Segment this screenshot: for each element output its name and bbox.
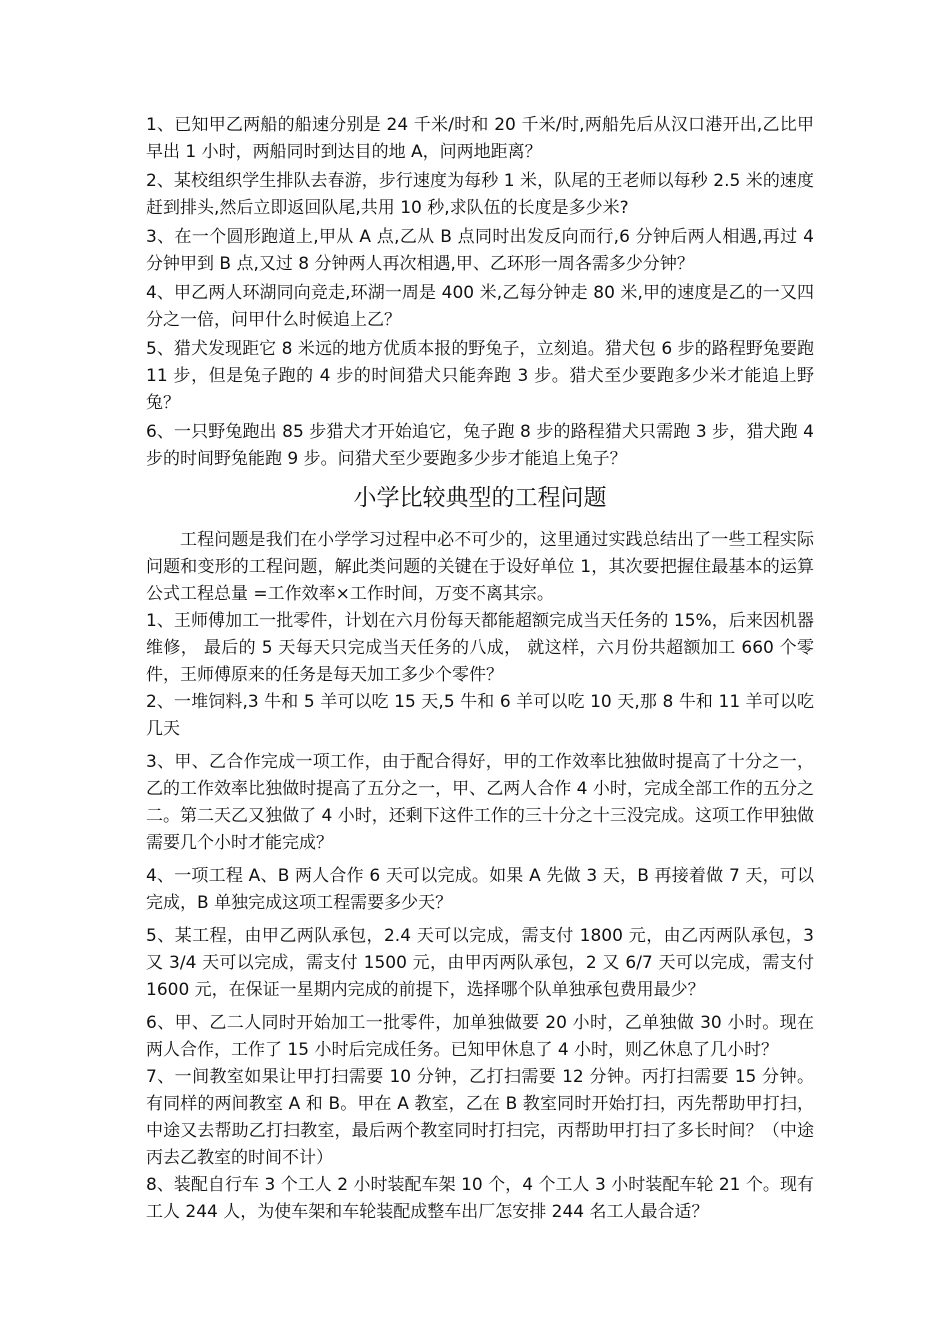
problem-item: 3、甲、乙合作完成一项工作，由于配合得好，甲的工作效率比独做时提高了十分之一，乙的工作效率比独做时提高了五分之一，甲、乙两人合作 4 小时，完成全部工作的五分之二。第二天乙又独做了 4 小时，还剩下这件工作的三十分之十三没完成。这项工作甲独做需要几个小时才能完成？ xyxy=(146,752,814,853)
section-intro: 工程问题是我们在小学学习过程中必不可少的，这里通过实践总结出了一些工程实际问题和变形的工程问题，解此类问题的关键在于设好单位 1，其次要把握住最基本的运算公式工程总量 =工作效率×工作时间，万变不离其宗。 xyxy=(146,530,814,604)
problem-item: 3、在一个圆形跑道上,甲从 A 点,乙从 B 点同时出发反向而行,6 分钟后两人相遇,再过 4 分钟甲到 B 点,又过 8 分钟两人再次相遇,甲、乙环形一周各需多少分钟？ xyxy=(146,227,814,274)
problem-item: 1、已知甲乙两船的船速分别是 24 千米/时和 20 千米/时,两船先后从汉口港开出,乙比甲早出 1 小时，两船同时到达目的地 A，问两地距离？ xyxy=(146,115,814,162)
problem-item: 8、装配自行车 3 个工人 2 小时装配车架 10 个，4 个工人 3 小时装配车轮 21 个。现有工人 244 人，为使车架和车轮装配成整车出厂怎安排 244 名工人最合适？ xyxy=(146,1175,814,1222)
problem-item: 4、一项工程 A、B 两人合作 6 天可以完成。如果 A 先做 3 天，B 再接着做 7 天，可以完成，B 单独完成这项工程需要多少天？ xyxy=(146,866,814,913)
travel-problems-section xyxy=(146,112,814,473)
problem-item: 4、甲乙两人环湖同向竞走,环湖一周是 400 米,乙每分钟走 80 米,甲的速度是乙的一又四分之一倍，问甲什么时候追上乙？ xyxy=(146,283,814,330)
problem-item: 6、甲、乙二人同时开始加工一批零件，加单独做要 20 小时，乙单独做 30 小时。现在两人合作，工作了 15 小时后完成任务。已知甲休息了 4 小时，则乙休息了几小时？ xyxy=(146,1013,814,1060)
problem-item: 5、猎犬发现距它 8 米远的地方优质本报的野兔子，立刻追。猎犬包 6 步的路程野兔要跑 11 步，但是兔子跑的 4 步的时间猎犬只能奔跑 3 步。猎犬至少要跑多少米才能追上野兔？ xyxy=(146,339,814,413)
problem-item: 2、某校组织学生排队去春游，步行速度为每秒 1 米，队尾的王老师以每秒 2.5 米的速度赶到排头,然后立即返回队尾,共用 10 秒,求队伍的长度是多少米? xyxy=(146,171,814,218)
problem-item: 7、一间教室如果让甲打扫需要 10 分钟，乙打扫需要 12 分钟。丙打扫需要 15 分钟。有同样的两间教室 A 和 B。甲在 A 教室，乙在 B 教室同时开始打扫，丙先帮助甲打扫，中途又去帮助乙打扫教室，最后两个教室同时打扫完，丙帮助甲打扫了多长时间？（中途丙去乙教室的时间不计） xyxy=(146,1067,814,1168)
document-page xyxy=(146,112,814,1226)
section-title: 小学比较典型的工程问题 xyxy=(353,485,607,511)
problem-item: 2、一堆饲料,3 牛和 5 羊可以吃 15 天,5 牛和 6 羊可以吃 10 天,那 8 牛和 11 羊可以吃几天 xyxy=(146,692,814,739)
engineering-problems-section xyxy=(146,481,814,1226)
problem-item: 6、一只野兔跑出 85 步猎犬才开始追它，兔子跑 8 步的路程猎犬只需跑 3 步，猎犬跑 4 步的时间野兔能跑 9 步。问猎犬至少要跑多少步才能追上兔子？ xyxy=(146,422,814,469)
problem-item: 1、王师傅加工一批零件，计划在六月份每天都能超额完成当天任务的 15%，后来因机器维修， 最后的 5 天每天只完成当天任务的八成， 就这样，六月份共超额加工 660 个零件，王师傅原来的任务是每天加工多少个零件？ xyxy=(146,611,814,685)
problem-item: 5、某工程，由甲乙两队承包，2.4 天可以完成，需支付 1800 元，由乙丙两队承包，3 又 3/4 天可以完成，需支付 1500 元，由甲丙两队承包，2 又 6/7 天可以完成，需支付 1600 元，在保证一星期内完成的前提下，选择哪个队单独承包费用最少？ xyxy=(146,926,814,1000)
